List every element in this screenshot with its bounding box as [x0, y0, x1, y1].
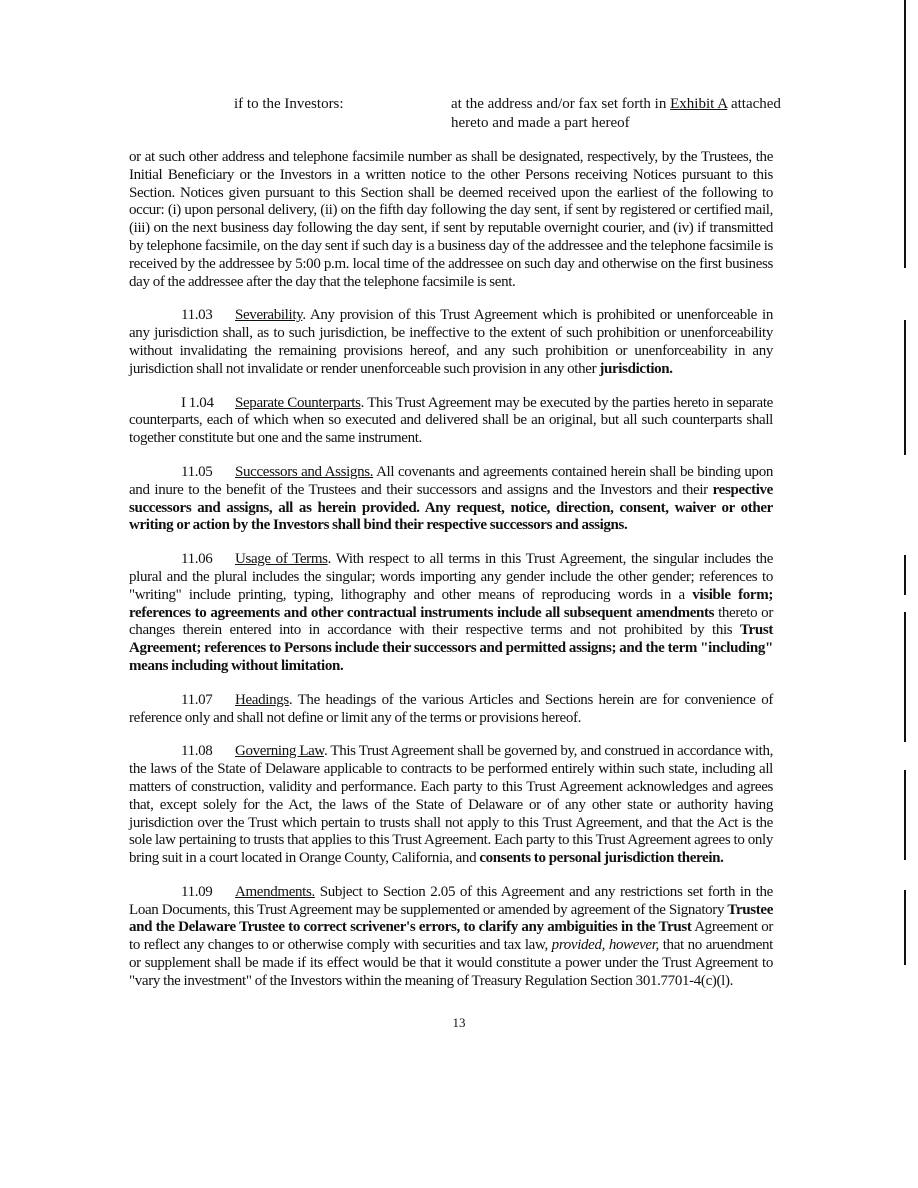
section-heading: Governing Law: [235, 743, 324, 760]
page-number: 13: [452, 1014, 466, 1030]
notice-value-text: at the address and/or fax set forth in: [451, 96, 671, 112]
section-text: jurisdiction.: [599, 360, 673, 377]
notice-row: [0, 95, 918, 133]
section-number: 11.07: [181, 691, 213, 708]
scan-edge-line: [904, 320, 906, 455]
section-text: respective successors and assigns, all as herein provided. Any request, notice, direction, consent, waiver or other writing or action by the Investors shall bind their respective successors and assigns.: [129, 481, 773, 534]
scan-edge-line: [904, 555, 906, 595]
section-text: . With respect to all terms in this Trust Agreement, the singular includes the plural and the plural includes the singular; words importing any gender include the other gender; references to "writing" include printing, typing, lithography and other means of reproducing words in a: [129, 551, 773, 603]
scan-edge-line: [904, 612, 906, 742]
section-1107: [129, 692, 773, 728]
section-number: 11.09: [181, 883, 213, 900]
section-heading: Amendments.: [235, 883, 315, 900]
section-heading: Separate Counterparts: [235, 394, 361, 411]
section-heading: Usage of Terms: [235, 551, 328, 568]
section-text: Trustee and the Delaware Trustee to correct scrivener's errors, to clarify any ambiguities in the Trust: [129, 901, 773, 936]
section-text: . This Trust Agreement may be executed by the parties hereto in separate counterparts, each of which when so executed and delivered shall be an original, but all such counterparts shall together constitute but one and the same instrument.: [129, 394, 773, 447]
section-heading: Headings: [235, 691, 289, 708]
section-number: 11.06: [181, 551, 213, 568]
section-number: 11.05: [181, 463, 213, 480]
section-number: 11.03: [181, 307, 213, 324]
section-heading: Successors and Assigns.: [235, 463, 374, 480]
section-I104: [129, 395, 773, 448]
notices-paragraph: or at such other address and telephone facsimile number as shall be designated, respectively, by the Trustees, the Initial Beneficiary or the Investors in a written notice to the other Persons receiving Notices pursuant to this Section. Notices given pursuant to this Section shall be deemed received upon the earliest of the following to occur: (i) upon personal delivery, (ii) on the fifth day following the day sent, if sent by registered or certified mail, (iii) on the next business day following the day sent, if sent by reputable overnight courier, and (iv) if transmitted by telephone facsimile, on the day sent if such day is a business day of the addressee and the telephone facsimile is received by the addressee by 5:00 p.m. local time of the addressee on such day and otherwise on the first business day of the addressee after the day that the telephone facsimile is sent.: [129, 149, 773, 290]
section-text: visible form; references to agreements and other contractual instruments include all subsequent amendments: [129, 586, 773, 621]
section-1103: [129, 307, 773, 378]
section-text: that no aruendment or supplement shall be made if its effect would be that it would constitute a power under the Trust Agreement to "vary the investment" of the Investors within the meaning of Treasury Regulation Section 301.7701-4(c)(l).: [129, 937, 773, 989]
section-1108: [129, 743, 773, 868]
section-text: provided, however,: [551, 937, 659, 954]
notice-value-text-end: attached hereto and made a part hereof: [451, 96, 781, 131]
section-text: Agreement or to reflect any changes to or otherwise comply with securities and tax law,: [129, 919, 773, 954]
section-number: I 1.04: [181, 394, 214, 411]
exhibit-a-reference: Exhibit A: [670, 96, 728, 112]
section-text: . The headings of the various Articles and Sections herein are for convenience of reference only and shall not define or limit any of the terms or provisions hereof.: [129, 691, 773, 726]
section-text: consents to personal jurisdiction therein.: [479, 850, 724, 867]
section-number: 11.08: [181, 743, 213, 760]
section-text: All covenants and agreements contained herein shall be binding upon and inure to the benefit of the Trustees and their successors and assigns and the Investors and their: [129, 463, 773, 498]
section-1105: [129, 464, 773, 535]
sections-container: [0, 307, 918, 990]
notice-label: if to the Investors:: [234, 96, 344, 112]
section-1109: [129, 884, 773, 991]
scan-edge-line: [904, 890, 906, 965]
section-text: thereto or changes therein entered into in accordance with their respective terms and not prohibited by this: [129, 604, 773, 639]
section-text: Subject to Section 2.05 of this Agreement and any restrictions set forth in the Loan Documents, this Trust Agreement may be supplemented or amended by agreement of the Signatory: [129, 883, 773, 918]
section-text: Trust Agreement; references to Persons include their successors and permitted assigns; and the term "including" means including without limitation.: [129, 622, 773, 674]
section-1106: [129, 551, 773, 676]
section-heading: Severability: [235, 307, 303, 324]
section-text: . Any provision of this Trust Agreement which is prohibited or unenforceable in any jurisdiction shall, as to such jurisdiction, be ineffective to the extent of such prohibition or unenforceability without invalidating the remaining provisions hereof, and any such prohibition or unenforceability in any jurisdiction shall not invalidate or render unenforceable such provision in any other: [129, 307, 773, 377]
scan-edge-line: [904, 0, 906, 268]
scan-edge-line: [904, 770, 906, 860]
section-text: . This Trust Agreement shall be governed by, and construed in accordance with, the laws of the State of Delaware applicable to contracts to be performed entirely within such state, including all matters of construction, validity and performance. Each party to this Trust Agreement acknowledges and agrees that, except solely for the Act, the laws of the State of Delaware or of any other state or authority having jurisdiction over the Trust which pertain to trusts shall not apply to this Trust Agreement, and that the Act is the sole law pertaining to trusts that applies to this Trust Agreement. Each party to this Trust Agreement agrees to only bring suit in a court located in Orange County, California, and: [129, 743, 773, 867]
notice-value: [451, 95, 781, 133]
